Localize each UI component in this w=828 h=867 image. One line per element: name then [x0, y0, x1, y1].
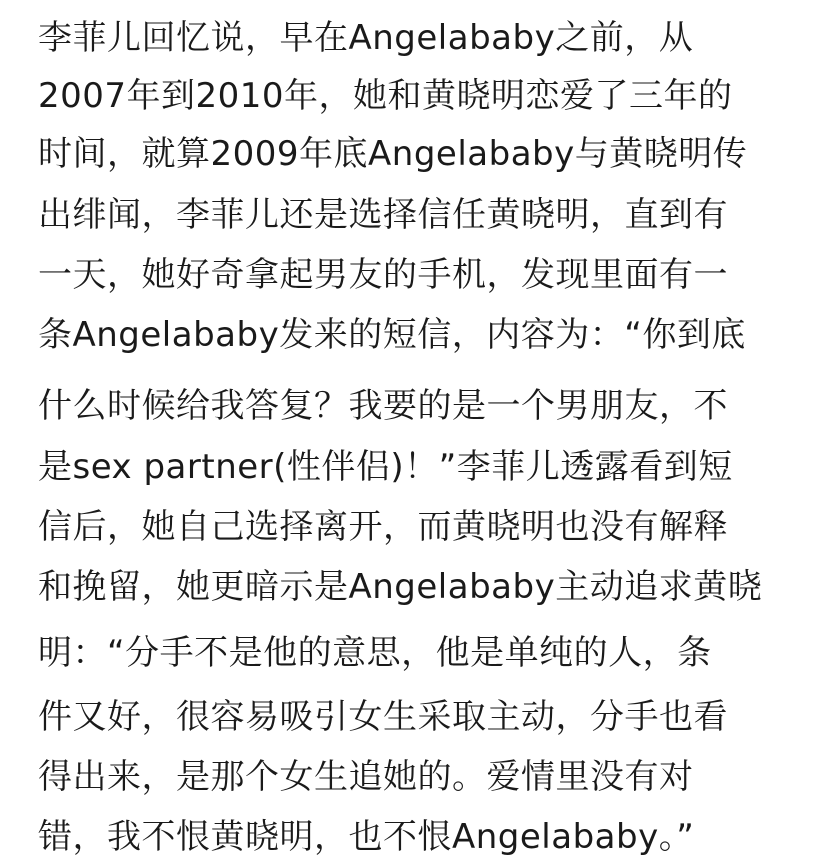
text-line: 错，我不恨黄晓明，也不恨Angelababy。” — [38, 817, 695, 857]
text-line: 是sex partner(性伴侣)！”李菲儿透露看到短 — [38, 447, 733, 487]
text-line: 和挽留，她更暗示是Angelababy主动追求黄晓 — [38, 567, 763, 607]
text-line: 出绯闻，李菲儿还是选择信任黄晓明，直到有 — [38, 195, 728, 235]
text-line: 明：“分手不是他的意思，他是单纯的人，条 — [38, 633, 712, 673]
text-line: 2007年到2010年，她和黄晓明恋爱了三年的 — [38, 76, 733, 116]
text-line: 条Angelababy发来的短信，内容为：“你到底 — [38, 315, 746, 355]
text-line: 得出来，是那个女生追她的。爱情里没有对 — [38, 757, 694, 797]
text-line: 信后，她自己选择离开，而黄晓明也没有解释 — [38, 507, 728, 547]
text-line: 件又好，很容易吸引女生采取主动，分手也看 — [38, 697, 728, 737]
text-line: 什么时候给我答复？我要的是一个男朋友，不 — [38, 386, 728, 426]
text-line: 一天，她好奇拿起男友的手机，发现里面有一 — [38, 255, 728, 295]
text-line: 时间，就算2009年底Angelababy与黄晓明传 — [38, 134, 748, 174]
text-line: 李菲儿回忆说，早在Angelababy之前，从 — [38, 18, 694, 58]
